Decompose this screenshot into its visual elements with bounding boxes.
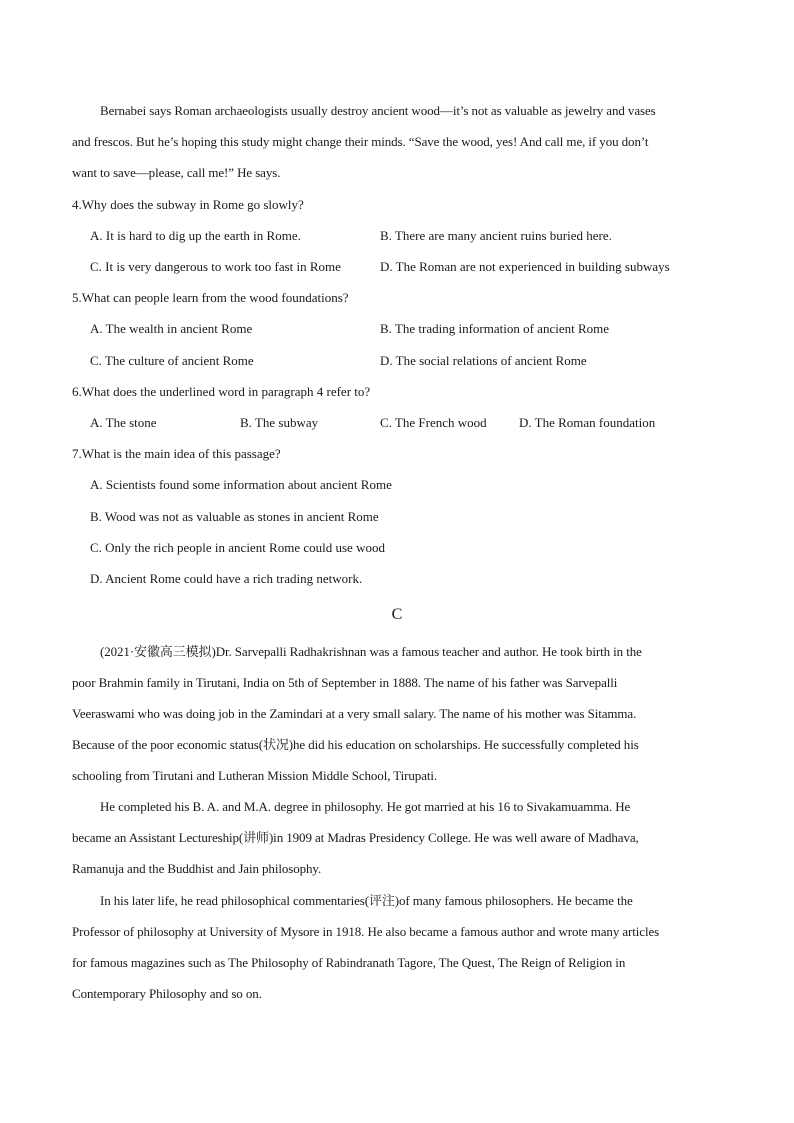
text-line: Bernabei says Roman archaeologists usually destroy ancient wood—it’s not as valuable as jewelry and vases [100, 103, 656, 118]
option-7c: C. Only the rich people in ancient Rome could use wood [90, 540, 385, 555]
text-line: became an Assistant Lectureship(讲师)in 1909 at Madras Presidency College. He was well aware of Madhava, [72, 830, 639, 845]
option-4b: B. There are many ancient ruins buried here. [380, 228, 612, 243]
question-7: 7.What is the main idea of this passage? [72, 446, 281, 461]
section-heading: C [391, 606, 403, 623]
text-line: for famous magazines such as The Philosophy of Rabindranath Tagore, The Quest, The Reign of Religion in [72, 955, 626, 970]
option-7d: D. Ancient Rome could have a rich trading network. [90, 571, 363, 586]
text-line: Contemporary Philosophy and so on. [72, 986, 262, 1001]
option-6d: D. The Roman foundation [519, 415, 656, 430]
option-6a: A. The stone [90, 415, 157, 430]
text-line: In his later life, he read philosophical commentaries(评注)of many famous philosophers. He became the [100, 893, 633, 908]
text-line: schooling from Tirutani and Lutheran Mission Middle School, Tirupati. [72, 768, 438, 783]
question-6: 6.What does the underlined word in paragraph 4 refer to? [72, 384, 371, 399]
option-7a: A. Scientists found some information about ancient Rome [90, 477, 392, 492]
passage-c-paragraph-2 [72, 791, 722, 884]
option-4d: D. The Roman are not experienced in building subways [380, 259, 670, 274]
option-7b: B. Wood was not as valuable as stones in ancient Rome [90, 509, 379, 524]
text-line: He completed his B. A. and M.A. degree in philosophy. He got married at his 16 to Sivakamuamma. He [100, 799, 631, 814]
option-5b: B. The trading information of ancient Rome [380, 321, 610, 336]
text-line: Ramanuja and the Buddhist and Jain philosophy. [72, 861, 322, 876]
passage-c-paragraph-3 [72, 885, 722, 1009]
text-line: Veeraswami who was doing job in the Zamindari at a very small salary. The name of his mother was Sitamma. [72, 706, 637, 721]
question-5: 5.What can people learn from the wood foundations? [72, 290, 349, 305]
text-line: poor Brahmin family in Tirutani, India on 5th of September in 1888. The name of his father was Sarvepalli [72, 675, 618, 690]
text-line: Professor of philosophy at University of Mysore in 1918. He also became a famous author and wrote many articles [72, 924, 660, 939]
option-5d: D. The social relations of ancient Rome [380, 353, 587, 368]
passage-c-paragraph-1 [72, 636, 722, 791]
option-5c: C. The culture of ancient Rome [90, 353, 254, 368]
text-line: (2021·安徽高三模拟)Dr. Sarvepalli Radhakrishnan was a famous teacher and author. He took birth in the [100, 644, 642, 659]
text-line: Because of the poor economic status(状况)he did his education on scholarships. He successfully completed his [72, 737, 639, 752]
option-5a: A. The wealth in ancient Rome [90, 321, 253, 336]
option-4c: C. It is very dangerous to work too fast in Rome [90, 259, 341, 274]
question-4: 4.Why does the subway in Rome go slowly? [72, 197, 304, 212]
option-4a: A. It is hard to dig up the earth in Rome. [90, 228, 301, 243]
text-line: want to save—please, call me!” He says. [72, 165, 281, 180]
intro-paragraph [72, 95, 722, 188]
option-6b: B. The subway [240, 415, 319, 430]
text-line: and frescos. But he’s hoping this study might change their minds. “Save the wood, yes! And call me, if you don’t [72, 134, 649, 149]
option-6c: C. The French wood [380, 415, 487, 430]
